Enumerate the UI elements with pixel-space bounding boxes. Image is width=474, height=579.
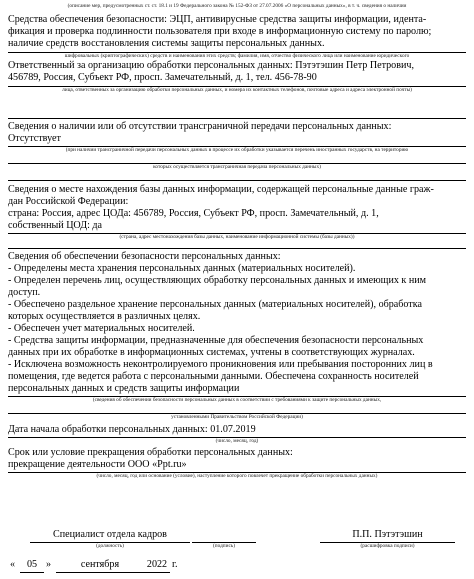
safety-line-12: персональных данных и средств защиты информации <box>8 383 240 394</box>
date-year-line <box>144 572 170 573</box>
security-line-2: фикация и проверка подлинности пользователя при входе в информационную систему по паролю; <box>8 26 432 37</box>
date-month: сентября <box>80 559 120 570</box>
safety-line-6: которых осуществляется в различных целях. <box>8 311 201 322</box>
responsible-line-2: 456789, Россия, Субъект РФ, просп. Замечательный, д. 1, тел. 456-78-90 <box>8 72 317 83</box>
security-line-1: Средства обеспечения безопасности: ЭЦП, антивирусные средства защиты информации, идента- <box>8 14 427 25</box>
end-condition-value: прекращение деятельности ООО «Ppt.ru» <box>8 459 187 470</box>
signer-position: Специалист отдела кадров <box>53 529 167 540</box>
cross-border-caption-2: которых осуществляется трансграничная передача персональных данных) <box>153 164 321 170</box>
safety-line-9: данных при их обработке в информационных системах, учтены в соответствующих журналах. <box>8 347 415 358</box>
db-line-3: страна: Россия, адрес ЦОДа: 456789, Россия, Субъект РФ, просп. Замечательный, д. 1, <box>8 208 379 219</box>
end-condition-heading: Срок или условие прекращения обработки персональных данных: <box>8 447 293 458</box>
safety-top-rule <box>8 248 466 249</box>
safety-line-7: - Обеспечен учет материальных носителей. <box>8 323 195 334</box>
safety-line-8: - Средства защиты информации, предназначенные для обеспечения безопасности персональных <box>8 335 424 346</box>
cross-border-caption-1: (при наличии трансграничной передачи персональных данных в процессе их обработки указывается перечень иностранных государств, на территорию <box>65 147 409 153</box>
cross-border-value: Отсутствует <box>8 133 61 144</box>
cross-border-heading: Сведения о наличии или об отсутствии трансграничной передачи персональных данных: <box>8 121 392 132</box>
position-caption: (должность) <box>96 543 124 549</box>
responsible-line-1: Ответственный за организацию обработки персональных данных: Пэтэтэшин Петр Петрович, <box>8 60 414 71</box>
db-caption: (страна, адрес местонахождения базы данных, наименование информационной системы (базы данных)) <box>119 234 355 240</box>
date-day: 05 <box>26 559 38 570</box>
start-date: Дата начала обработки персональных данных: 01.07.2019 <box>8 424 256 435</box>
date-year-suffix: г. <box>172 559 178 570</box>
date-open-quote: « <box>10 559 16 570</box>
db-top-rule <box>8 180 466 181</box>
db-line-2: дан Российской Федерации: <box>8 196 129 207</box>
db-line-1: Сведения о месте нахождения базы данных информации, содержащей персональные данные граж- <box>8 184 434 195</box>
responsible-caption: лица, ответственных за организацию обработки персональных данных, и номера их контактных телефонов, почтовые адреса и адреса электронной почты) <box>62 87 412 93</box>
cross-border-top-rule <box>8 118 466 119</box>
top-note: (описание мер, предусмотренных ст. ст. 18.1 и 19 Федерального закона № 152-ФЗ от 27.07.2006 «О персональных данных», в т. ч. сведения о наличии <box>67 3 407 9</box>
signature-caption: (подпись) <box>213 543 235 549</box>
db-line-4: собственный ЦОД: да <box>8 220 103 231</box>
safety-line-10: - Исключена возможность неконтролируемого проникновения или пребывания посторонних лиц в <box>8 359 433 370</box>
date-day-line <box>20 572 44 573</box>
safety-line-5: - Обеспечено раздельное хранение персональных данных (материальных носителей), обработка <box>8 299 422 310</box>
security-line-3: наличие средств восстановления системы защиты персональных данных. <box>8 38 325 49</box>
safety-line-3: - Определен перечень лиц, осуществляющих обработку персональных данных и имеющих к ним <box>8 275 427 286</box>
end-condition-caption: (число, месяц, год или основание (условие), наступление которого повлечет прекращение обработки персональных данных) <box>96 473 378 479</box>
start-date-caption: (число, месяц, год) <box>215 438 259 444</box>
date-month-line <box>56 572 144 573</box>
safety-line-2: - Определены места хранения персональных данных (материальных носителей). <box>8 263 356 274</box>
safety-caption-2: установленными Правительством Российской Федерации) <box>171 414 303 420</box>
safety-line-4: доступ. <box>8 287 41 298</box>
safety-line-1: Сведения об обеспечении безопасности персональных данных: <box>8 251 281 262</box>
safety-line-11: помещения, где ведется работа с персональными данными. Обеспечена сохранность носителей <box>8 371 419 382</box>
safety-caption-1: (сведения об обеспечении безопасности персональных данных в соответствии с требованиями к защите персональных данных, <box>92 397 382 403</box>
signer-name: П.П. Пэтэтэшин <box>352 529 423 540</box>
security-caption: шифровальных (криптографических) средств и наименования этих средств; фамилия, имя, отчество физического лица или наименование юридического <box>64 53 410 59</box>
date-close-quote: » <box>46 559 52 570</box>
date-year: 2022 <box>146 559 168 570</box>
name-caption: (расшифровка подписи) <box>360 543 415 549</box>
